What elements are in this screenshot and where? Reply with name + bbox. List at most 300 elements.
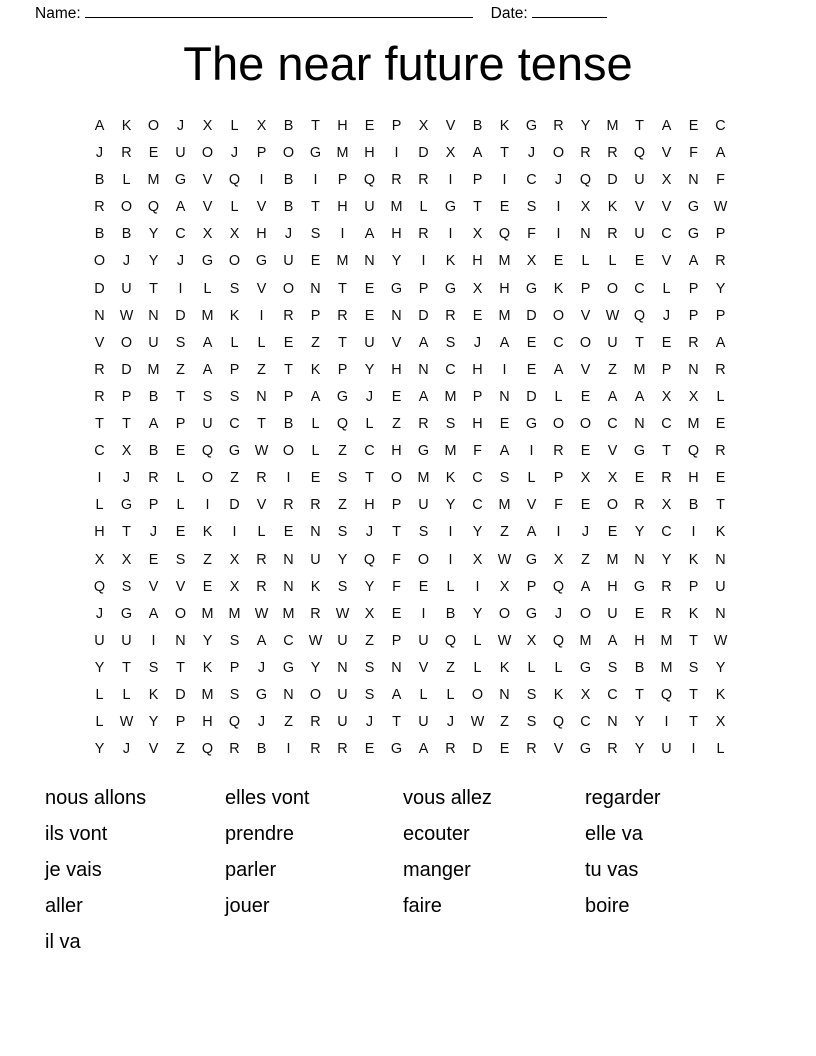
grid-cell[interactable]: T [635,118,644,134]
grid-cell[interactable]: Q [147,199,160,216]
grid-cell[interactable]: H [202,714,213,731]
grid-cell[interactable]: S [175,551,186,568]
grid-cell[interactable]: E [580,443,591,460]
grid-cell[interactable]: R [121,145,132,162]
grid-cell[interactable]: C [526,172,537,189]
grid-cell[interactable]: U [337,686,348,703]
grid-cell[interactable]: D [418,307,429,324]
grid-cell[interactable]: C [661,416,672,433]
grid-cell[interactable]: Z [311,334,320,351]
grid-cell[interactable]: U [634,172,645,189]
word-bank-item[interactable]: boire [585,895,630,917]
grid-cell[interactable]: K [715,686,726,703]
grid-cell[interactable]: A [499,443,510,460]
grid-cell[interactable]: V [580,307,591,324]
grid-cell[interactable]: O [606,497,619,514]
grid-cell[interactable]: T [257,416,266,433]
grid-cell[interactable]: P [391,632,402,649]
grid-cell[interactable]: H [607,578,618,595]
grid-cell[interactable]: N [499,686,510,703]
grid-cell[interactable]: A [688,253,699,270]
grid-cell[interactable]: Q [687,443,700,460]
grid-cell[interactable]: E [499,416,510,433]
grid-cell[interactable]: U [283,253,294,270]
grid-cell[interactable]: X [445,145,456,162]
grid-cell[interactable]: W [308,632,323,649]
grid-cell[interactable]: C [472,470,483,487]
grid-cell[interactable]: E [391,388,402,405]
grid-cell[interactable]: Y [364,578,375,595]
grid-cell[interactable]: P [553,470,564,487]
grid-cell[interactable]: R [607,741,618,758]
grid-cell[interactable]: I [502,361,507,378]
grid-cell[interactable]: O [201,470,214,487]
grid-cell[interactable]: J [473,334,482,351]
grid-cell[interactable]: O [606,280,619,297]
word-bank-item[interactable]: regarder [585,787,661,809]
grid-cell[interactable]: V [607,443,618,460]
grid-cell[interactable]: H [472,253,483,270]
grid-cell[interactable]: C [661,524,672,541]
grid-cell[interactable]: I [475,578,480,595]
grid-cell[interactable]: Q [660,686,673,703]
grid-cell[interactable]: G [228,443,241,460]
grid-cell[interactable]: K [229,307,240,324]
grid-cell[interactable]: H [472,361,483,378]
grid-cell[interactable]: Q [363,551,376,568]
grid-cell[interactable]: S [310,226,321,243]
grid-cell[interactable]: I [97,470,102,487]
grid-cell[interactable]: T [338,280,347,297]
grid-cell[interactable]: G [390,280,403,297]
grid-cell[interactable]: E [202,578,213,595]
grid-cell[interactable]: M [147,361,160,378]
grid-cell[interactable]: Q [552,632,565,649]
grid-cell[interactable]: R [256,578,267,595]
grid-cell[interactable]: G [174,172,187,189]
grid-cell[interactable]: X [364,605,375,622]
grid-cell[interactable]: V [580,361,591,378]
grid-cell[interactable]: G [336,388,349,405]
word-search-grid[interactable] [86,113,734,763]
grid-cell[interactable]: D [175,686,186,703]
grid-cell[interactable]: R [553,118,564,134]
grid-cell[interactable]: P [229,361,240,378]
grid-cell[interactable]: A [148,605,159,622]
grid-cell[interactable]: J [554,605,563,622]
grid-cell[interactable]: L [176,497,185,514]
grid-cell[interactable]: B [688,497,699,514]
grid-cell[interactable]: M [579,632,592,649]
grid-cell[interactable]: S [688,659,699,676]
grid-cell[interactable]: U [121,632,132,649]
grid-cell[interactable]: B [283,118,294,134]
grid-cell[interactable]: S [337,524,348,541]
grid-cell[interactable]: R [418,416,429,433]
grid-cell[interactable]: I [313,172,318,189]
grid-cell[interactable]: B [94,172,105,189]
grid-cell[interactable]: O [228,253,241,270]
grid-cell[interactable]: K [121,118,132,134]
grid-cell[interactable]: X [607,470,618,487]
grid-cell[interactable]: R [661,470,672,487]
grid-cell[interactable]: E [391,605,402,622]
grid-cell[interactable]: A [607,388,618,405]
grid-cell[interactable]: A [418,741,429,758]
grid-cell[interactable]: E [499,741,510,758]
grid-cell[interactable]: V [445,118,456,134]
grid-cell[interactable]: I [421,605,426,622]
grid-cell[interactable]: R [688,334,699,351]
grid-cell[interactable]: P [661,361,672,378]
grid-cell[interactable]: O [552,416,565,433]
grid-cell[interactable]: D [526,307,537,324]
grid-cell[interactable]: V [526,497,537,514]
grid-cell[interactable]: G [390,741,403,758]
grid-cell[interactable]: Y [391,253,402,270]
grid-cell[interactable]: Y [661,551,672,568]
grid-cell[interactable]: F [392,578,401,595]
grid-cell[interactable]: A [202,361,213,378]
grid-cell[interactable]: N [337,659,348,676]
grid-cell[interactable]: R [310,714,321,731]
grid-cell[interactable]: U [607,605,618,622]
grid-cell[interactable]: R [391,172,402,189]
grid-cell[interactable]: B [634,659,645,676]
grid-cell[interactable]: C [580,714,591,731]
grid-cell[interactable]: X [202,118,213,134]
grid-cell[interactable]: W [605,307,620,324]
grid-cell[interactable]: L [473,632,482,649]
grid-cell[interactable]: L [122,686,131,703]
grid-cell[interactable]: M [417,470,430,487]
grid-cell[interactable]: G [633,578,646,595]
grid-cell[interactable]: S [148,659,159,676]
grid-cell[interactable]: X [202,226,213,243]
grid-cell[interactable]: J [122,470,131,487]
grid-cell[interactable]: R [580,145,591,162]
grid-cell[interactable]: S [526,714,537,731]
grid-cell[interactable]: G [120,497,133,514]
grid-cell[interactable]: R [715,443,726,460]
grid-cell[interactable]: S [337,578,348,595]
grid-cell[interactable]: E [580,388,591,405]
grid-cell[interactable]: X [229,578,240,595]
grid-cell[interactable]: S [364,659,375,676]
word-bank-item[interactable]: manger [403,859,471,881]
grid-cell[interactable]: C [283,632,294,649]
grid-cell[interactable]: T [122,659,131,676]
grid-cell[interactable]: M [498,253,511,270]
grid-cell[interactable]: R [256,551,267,568]
grid-cell[interactable]: P [688,307,699,324]
grid-cell[interactable]: X [661,388,672,405]
grid-cell[interactable]: H [499,280,510,297]
grid-cell[interactable]: E [607,524,618,541]
grid-cell[interactable]: K [553,686,564,703]
grid-cell[interactable]: R [418,226,429,243]
grid-cell[interactable]: T [311,199,320,216]
grid-cell[interactable]: T [473,199,482,216]
grid-cell[interactable]: U [310,551,321,568]
grid-cell[interactable]: Y [202,632,213,649]
grid-cell[interactable]: E [148,551,159,568]
grid-cell[interactable]: L [95,714,104,731]
grid-cell[interactable]: O [174,605,187,622]
word-bank-item[interactable]: ecouter [403,823,470,845]
grid-cell[interactable]: R [445,307,456,324]
grid-cell[interactable]: U [607,334,618,351]
grid-cell[interactable]: S [229,686,240,703]
grid-cell[interactable]: I [394,145,399,162]
grid-cell[interactable]: M [660,632,673,649]
grid-cell[interactable]: M [201,686,214,703]
grid-cell[interactable]: G [579,659,592,676]
grid-cell[interactable]: X [94,551,105,568]
grid-cell[interactable]: T [311,118,320,134]
grid-cell[interactable]: A [526,524,537,541]
grid-cell[interactable]: M [498,497,511,514]
grid-cell[interactable]: G [282,659,295,676]
grid-cell[interactable]: F [689,145,698,162]
grid-cell[interactable]: P [526,578,537,595]
grid-cell[interactable]: W [119,714,134,731]
grid-cell[interactable]: G [633,443,646,460]
grid-cell[interactable]: C [553,334,564,351]
grid-cell[interactable]: Z [581,551,590,568]
word-bank-item[interactable]: ils vont [45,823,108,845]
grid-cell[interactable]: L [554,659,563,676]
grid-cell[interactable]: U [634,226,645,243]
grid-cell[interactable]: P [256,145,267,162]
grid-cell[interactable]: M [282,605,295,622]
grid-cell[interactable]: X [580,199,591,216]
grid-cell[interactable]: H [256,226,267,243]
grid-cell[interactable]: M [201,307,214,324]
grid-cell[interactable]: Y [634,714,645,731]
grid-cell[interactable]: J [257,659,266,676]
grid-cell[interactable]: J [149,524,158,541]
grid-cell[interactable]: U [715,578,726,595]
grid-cell[interactable]: I [205,497,210,514]
grid-cell[interactable]: R [607,226,618,243]
grid-cell[interactable]: F [716,172,725,189]
grid-cell[interactable]: P [391,118,402,134]
grid-cell[interactable]: J [230,145,239,162]
grid-cell[interactable]: E [175,524,186,541]
grid-cell[interactable]: I [502,172,507,189]
grid-cell[interactable]: Q [633,307,646,324]
grid-cell[interactable]: W [254,605,269,622]
grid-cell[interactable]: L [311,416,320,433]
grid-cell[interactable]: C [607,416,618,433]
grid-cell[interactable]: M [390,199,403,216]
grid-cell[interactable]: B [121,226,132,243]
grid-cell[interactable]: U [418,632,429,649]
grid-cell[interactable]: O [147,118,160,134]
grid-cell[interactable]: N [364,253,375,270]
grid-cell[interactable]: A [499,334,510,351]
word-bank-item[interactable]: vous allez [403,787,492,809]
grid-cell[interactable]: E [175,443,186,460]
grid-cell[interactable]: S [229,280,240,297]
grid-cell[interactable]: L [716,388,725,405]
grid-cell[interactable]: L [554,388,563,405]
grid-cell[interactable]: O [390,470,403,487]
grid-cell[interactable]: V [634,199,645,216]
grid-cell[interactable]: T [122,416,131,433]
grid-cell[interactable]: T [689,686,698,703]
grid-cell[interactable]: X [661,497,672,514]
grid-cell[interactable]: R [418,172,429,189]
grid-cell[interactable]: T [122,524,131,541]
grid-cell[interactable]: U [661,741,672,758]
grid-cell[interactable]: A [607,632,618,649]
grid-cell[interactable]: P [580,280,591,297]
grid-cell[interactable]: P [337,361,348,378]
grid-cell[interactable]: A [364,226,375,243]
grid-cell[interactable]: X [580,686,591,703]
grid-cell[interactable]: M [498,307,511,324]
grid-cell[interactable]: J [284,226,293,243]
grid-cell[interactable]: E [499,199,510,216]
grid-cell[interactable]: T [662,443,671,460]
grid-cell[interactable]: F [527,226,536,243]
grid-cell[interactable]: E [283,334,294,351]
grid-cell[interactable]: T [392,714,401,731]
grid-cell[interactable]: E [715,470,726,487]
grid-cell[interactable]: U [175,145,186,162]
grid-cell[interactable]: X [121,551,132,568]
grid-cell[interactable]: U [364,334,375,351]
grid-cell[interactable]: Q [498,226,511,243]
grid-cell[interactable]: T [176,659,185,676]
word-bank-item[interactable]: elles vont [225,787,310,809]
grid-cell[interactable]: O [579,605,592,622]
grid-cell[interactable]: Y [310,659,321,676]
grid-cell[interactable]: C [715,118,726,134]
grid-cell[interactable]: Q [201,443,214,460]
grid-cell[interactable]: O [309,686,322,703]
grid-cell[interactable]: K [688,605,699,622]
grid-cell[interactable]: H [337,118,348,134]
grid-cell[interactable]: B [148,388,159,405]
grid-cell[interactable]: D [472,741,483,758]
grid-cell[interactable]: G [255,686,268,703]
word-bank-item[interactable]: il va [45,931,81,953]
grid-cell[interactable]: R [337,307,348,324]
grid-cell[interactable]: D [607,172,618,189]
grid-cell[interactable]: O [282,280,295,297]
grid-cell[interactable]: X [715,714,726,731]
grid-cell[interactable]: P [688,578,699,595]
grid-cell[interactable]: K [202,659,213,676]
grid-cell[interactable]: G [525,605,538,622]
grid-cell[interactable]: Z [176,741,185,758]
grid-cell[interactable]: R [310,741,321,758]
grid-cell[interactable]: B [445,605,456,622]
grid-cell[interactable]: G [687,226,700,243]
grid-cell[interactable]: E [148,145,159,162]
grid-cell[interactable]: X [526,253,537,270]
grid-cell[interactable]: V [202,199,213,216]
grid-cell[interactable]: P [121,388,132,405]
grid-cell[interactable]: G [525,416,538,433]
grid-cell[interactable]: G [525,280,538,297]
grid-cell[interactable]: S [418,524,429,541]
grid-cell[interactable]: R [310,497,321,514]
grid-cell[interactable]: I [529,443,534,460]
grid-cell[interactable]: L [527,659,536,676]
grid-cell[interactable]: L [581,253,590,270]
grid-cell[interactable]: M [147,172,160,189]
grid-cell[interactable]: A [148,416,159,433]
grid-cell[interactable]: S [526,686,537,703]
grid-cell[interactable]: A [661,118,672,134]
grid-cell[interactable]: Q [336,416,349,433]
grid-cell[interactable]: E [553,253,564,270]
grid-cell[interactable]: E [634,470,645,487]
grid-cell[interactable]: J [95,605,104,622]
grid-cell[interactable]: Q [579,172,592,189]
grid-cell[interactable]: I [664,714,669,731]
grid-cell[interactable]: P [283,388,294,405]
grid-cell[interactable]: N [310,280,321,297]
grid-cell[interactable]: X [472,226,483,243]
grid-cell[interactable]: Y [715,659,726,676]
grid-cell[interactable]: S [202,388,213,405]
grid-cell[interactable]: Y [472,524,483,541]
grid-cell[interactable]: L [365,416,374,433]
grid-cell[interactable]: X [553,551,564,568]
grid-cell[interactable]: C [634,280,645,297]
grid-cell[interactable]: Q [552,714,565,731]
grid-cell[interactable]: J [365,388,374,405]
grid-cell[interactable]: W [335,605,350,622]
grid-cell[interactable]: P [715,307,726,324]
grid-cell[interactable]: O [120,199,133,216]
grid-cell[interactable]: K [715,524,726,541]
grid-cell[interactable]: G [525,551,538,568]
grid-cell[interactable]: R [94,388,105,405]
grid-cell[interactable]: V [256,280,267,297]
grid-cell[interactable]: S [121,578,132,595]
grid-cell[interactable]: O [282,443,295,460]
grid-cell[interactable]: Y [337,551,348,568]
grid-cell[interactable]: P [337,172,348,189]
grid-cell[interactable]: Y [634,524,645,541]
grid-cell[interactable]: S [364,686,375,703]
grid-cell[interactable]: D [526,388,537,405]
grid-cell[interactable]: F [473,443,482,460]
grid-cell[interactable]: Y [445,497,456,514]
grid-cell[interactable]: J [527,145,536,162]
grid-cell[interactable]: X [661,172,672,189]
grid-cell[interactable]: N [391,659,402,676]
grid-cell[interactable]: B [283,416,294,433]
grid-cell[interactable]: K [310,578,321,595]
grid-cell[interactable]: I [286,741,291,758]
grid-cell[interactable]: W [713,199,728,216]
word-bank-item[interactable]: je vais [45,859,102,881]
grid-cell[interactable]: K [445,253,456,270]
grid-cell[interactable]: Z [608,361,617,378]
grid-cell[interactable]: T [284,361,293,378]
grid-cell[interactable]: N [175,632,186,649]
grid-cell[interactable]: Z [446,659,455,676]
grid-cell[interactable]: Y [94,659,105,676]
grid-cell[interactable]: T [635,686,644,703]
